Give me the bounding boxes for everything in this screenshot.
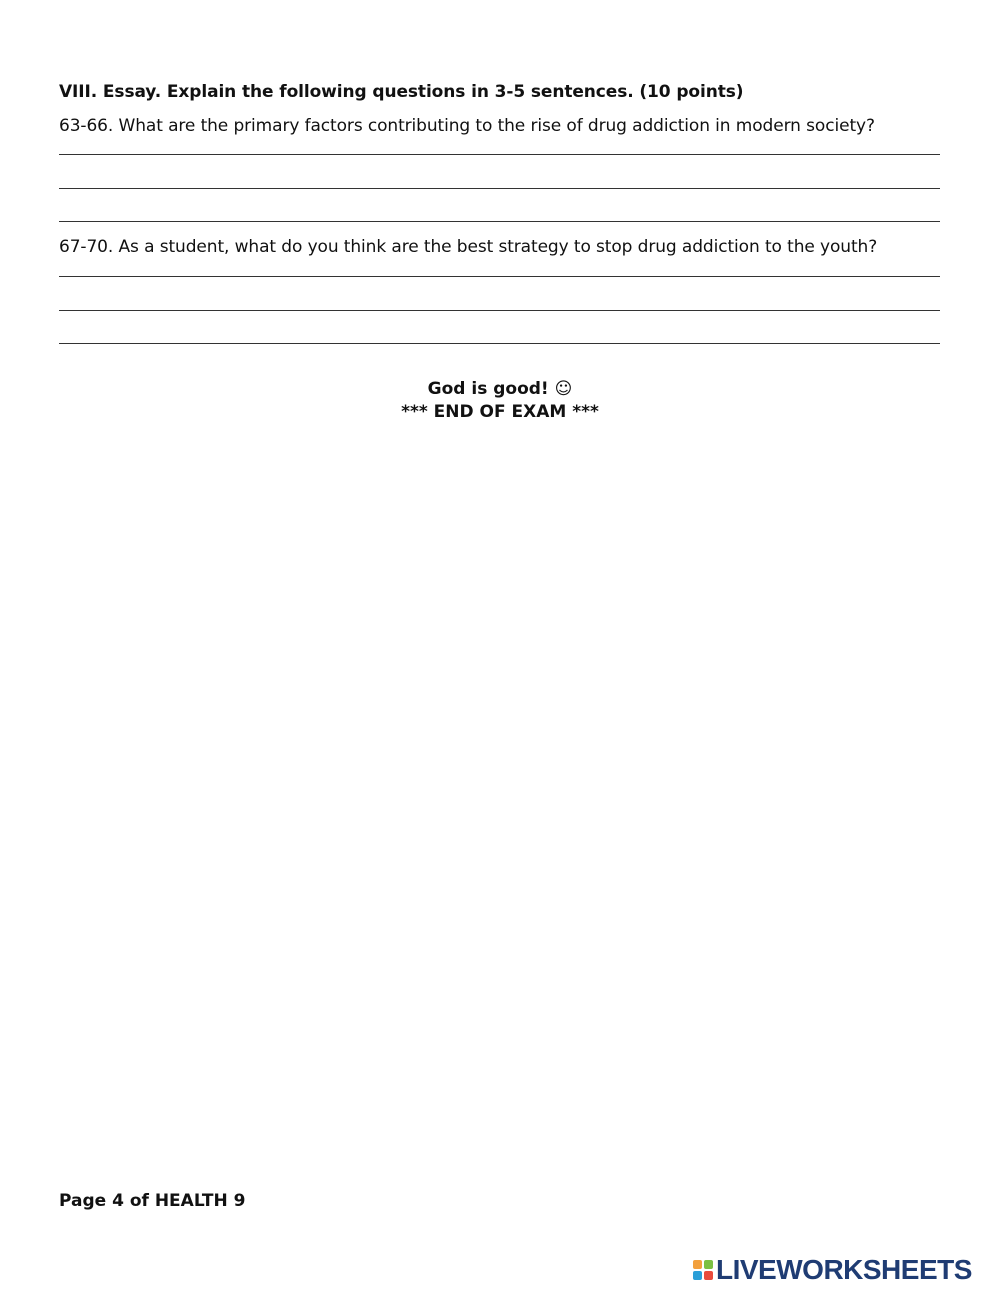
logo-mark-icon (693, 1260, 713, 1280)
answer-line[interactable] (59, 188, 940, 189)
answer-line[interactable] (59, 343, 940, 344)
answer-line[interactable] (59, 310, 940, 311)
answer-line[interactable] (59, 276, 940, 277)
logo-square-icon (693, 1271, 702, 1280)
logo-square-icon (704, 1260, 713, 1269)
answer-line[interactable] (59, 221, 940, 222)
logo-square-icon (704, 1271, 713, 1280)
page-footer: Page 4 of HEALTH 9 (59, 1191, 246, 1211)
liveworksheets-logo (693, 1255, 972, 1285)
end-of-exam: *** END OF EXAM *** (401, 402, 599, 422)
section-title: VIII. Essay. Explain the following questions in 3-5 sentences. (10 points) (59, 82, 744, 102)
logo-square-icon (693, 1260, 702, 1269)
closing-message: God is good! ☺ (427, 379, 573, 399)
logo-text: LIVEWORKSHEETS (716, 1254, 972, 1285)
answer-line[interactable] (59, 154, 940, 155)
question-2: 67-70. As a student, what do you think are the best strategy to stop drug addiction to the youth? (59, 237, 878, 257)
question-1: 63-66. What are the primary factors contributing to the rise of drug addiction in modern society? (59, 116, 875, 136)
